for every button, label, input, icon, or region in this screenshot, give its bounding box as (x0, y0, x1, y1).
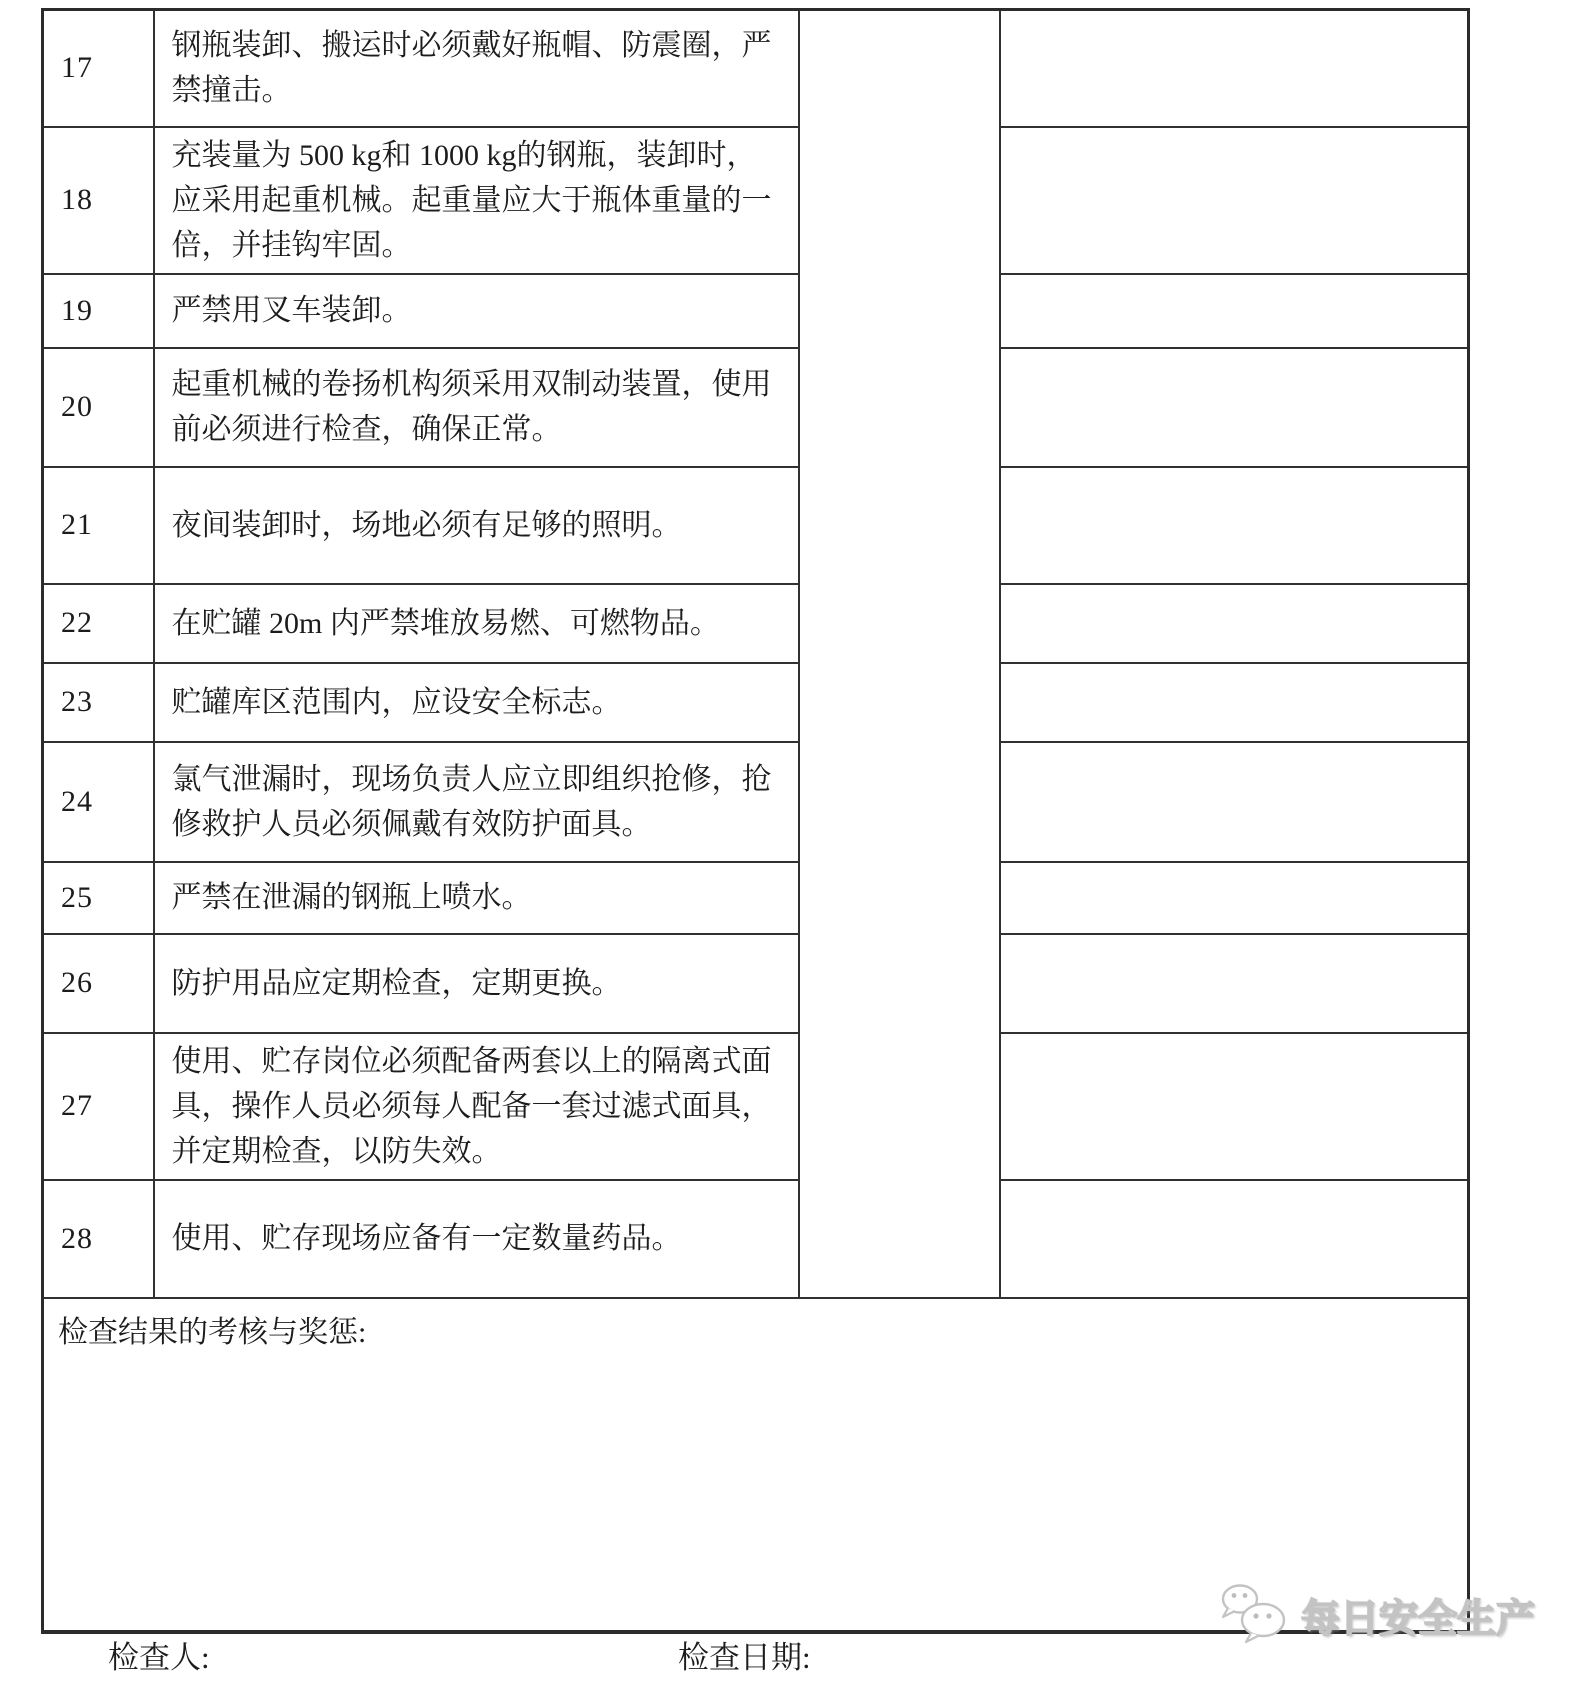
result-cell (1000, 467, 1469, 584)
wechat-logo-icon (1213, 1582, 1293, 1649)
requirement-text-cell: 使用、贮存现场应备有一定数量药品。 (154, 1180, 799, 1298)
result-cell (1000, 742, 1469, 862)
row-number-cell: 21 (43, 467, 154, 584)
table-row (43, 467, 1469, 584)
table-row (43, 934, 1469, 1033)
requirement-text-cell: 在贮罐 20m 内严禁堆放易燃、可燃物品。 (154, 584, 799, 663)
assessment-cell: 检查结果的考核与奖惩: (43, 1298, 1469, 1632)
requirement-text-cell: 钢瓶装卸、搬运时必须戴好瓶帽、防震圈，严禁撞击。 (154, 10, 799, 127)
result-cell (1000, 274, 1469, 348)
table-row (43, 1033, 1469, 1180)
result-cell (1000, 1180, 1469, 1298)
requirement-text-cell: 充装量为 500 kg和 1000 kg的钢瓶，装卸时，应采用起重机械。起重量应大于瓶体重量的一倍，并挂钩牢固。 (154, 127, 799, 274)
safety-checklist-table (41, 8, 1470, 1634)
requirement-text-cell: 防护用品应定期检查，定期更换。 (154, 934, 799, 1033)
table-row (43, 1180, 1469, 1298)
requirement-text-cell: 起重机械的卷扬机构须采用双制动装置，使用前必须进行检查，确保正常。 (154, 348, 799, 467)
result-cell (1000, 862, 1469, 934)
row-number-cell: 17 (43, 10, 154, 127)
table-row (43, 127, 1469, 274)
requirement-text-cell: 使用、贮存岗位必须配备两套以上的隔离式面具，操作人员必须每人配备一套过滤式面具，并定期检查，以防失效。 (154, 1033, 799, 1180)
table-row (43, 742, 1469, 862)
result-cell (1000, 663, 1469, 742)
watermark (1213, 1582, 1535, 1649)
requirement-text-cell: 氯气泄漏时，现场负责人应立即组织抢修，抢修救护人员必须佩戴有效防护面具。 (154, 742, 799, 862)
row-number-cell: 20 (43, 348, 154, 467)
row-number-cell: 18 (43, 127, 154, 274)
result-cell (1000, 1033, 1469, 1180)
result-cell (1000, 127, 1469, 274)
requirement-text-cell: 夜间装卸时，场地必须有足够的照明。 (154, 467, 799, 584)
table-row (43, 10, 1469, 127)
row-number-cell: 19 (43, 274, 154, 348)
result-cell (1000, 584, 1469, 663)
result-cell (1000, 348, 1469, 467)
row-number-cell: 27 (43, 1033, 154, 1180)
merged-middle-column-cell (799, 10, 1000, 1298)
table-row (43, 663, 1469, 742)
result-cell (1000, 934, 1469, 1033)
watermark-text: 每日安全生产 (1301, 1597, 1536, 1641)
row-number-cell: 22 (43, 584, 154, 663)
row-number-cell: 23 (43, 663, 154, 742)
table-row (43, 274, 1469, 348)
inspector-label: 检查人: (108, 1640, 210, 1675)
row-number-cell: 24 (43, 742, 154, 862)
row-number-cell: 26 (43, 934, 154, 1033)
table-row (43, 348, 1469, 467)
date-label: 检查日期: (678, 1640, 811, 1675)
table-row (43, 862, 1469, 934)
row-number-cell: 28 (43, 1180, 154, 1298)
requirement-text-cell: 严禁用叉车装卸。 (154, 274, 799, 348)
row-number-cell: 25 (43, 862, 154, 934)
table-row (43, 584, 1469, 663)
result-cell (1000, 10, 1469, 127)
requirement-text-cell: 贮罐库区范围内，应设安全标志。 (154, 663, 799, 742)
requirement-text-cell: 严禁在泄漏的钢瓶上喷水。 (154, 862, 799, 934)
